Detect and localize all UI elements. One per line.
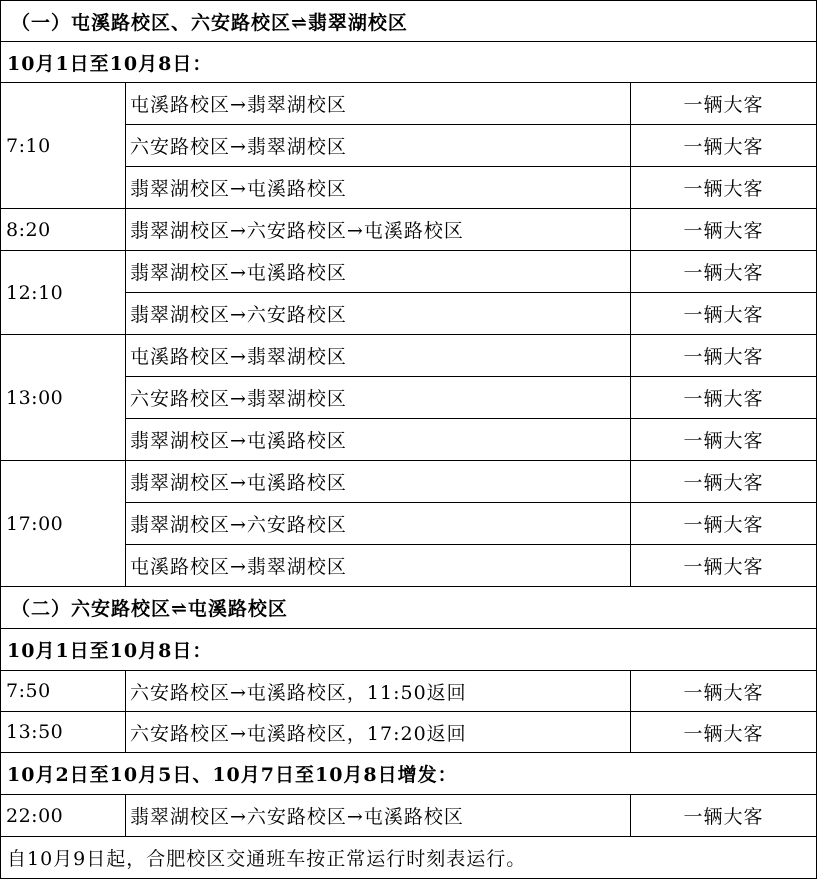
table-row — [1, 251, 817, 293]
date-range-row — [1, 42, 817, 83]
section-header-row — [1, 587, 817, 629]
vehicle-cell: 一辆大客 — [631, 461, 817, 503]
date-range-row — [1, 629, 817, 671]
vehicle-cell: 一辆大客 — [631, 335, 817, 377]
table-row — [1, 83, 817, 125]
vehicle-cell: 一辆大客 — [631, 545, 817, 587]
departure-time: 12:10 — [1, 251, 126, 335]
section-2-title: （二）六安路校区⇌屯溪路校区 — [1, 587, 817, 629]
departure-time: 7:50 — [1, 671, 126, 712]
vehicle-cell: 一辆大客 — [631, 377, 817, 419]
route-cell: 翡翠湖校区→屯溪路校区 — [126, 251, 631, 293]
footer-row — [1, 837, 817, 879]
route-cell: 屯溪路校区→翡翠湖校区 — [126, 335, 631, 377]
section-2-date-range: 10月1日至10月8日： — [1, 629, 817, 671]
vehicle-cell: 一辆大客 — [631, 293, 817, 335]
departure-time: 17:00 — [1, 461, 126, 587]
table-row — [1, 712, 817, 753]
route-cell: 六安路校区→翡翠湖校区 — [126, 377, 631, 419]
vehicle-cell: 一辆大客 — [631, 503, 817, 545]
route-cell: 六安路校区→翡翠湖校区 — [126, 125, 631, 167]
departure-time: 7:10 — [1, 83, 126, 209]
vehicle-cell: 一辆大客 — [631, 419, 817, 461]
table-row — [1, 671, 817, 712]
vehicle-cell: 一辆大客 — [631, 251, 817, 293]
vehicle-cell: 一辆大客 — [631, 125, 817, 167]
route-cell: 翡翠湖校区→六安路校区 — [126, 293, 631, 335]
route-cell: 翡翠湖校区→屯溪路校区 — [126, 461, 631, 503]
route-cell: 翡翠湖校区→六安路校区→屯溪路校区 — [126, 209, 631, 251]
departure-time: 8:20 — [1, 209, 126, 251]
route-cell: 六安路校区→屯溪路校区，11:50返回 — [126, 671, 631, 712]
vehicle-cell: 一辆大客 — [631, 83, 817, 125]
section-2-extra-date-range: 10月2日至10月5日、10月7日至10月8日增发： — [1, 753, 817, 795]
footer-note: 自10月9日起，合肥校区交通班车按正常运行时刻表运行。 — [1, 837, 817, 879]
table-row — [1, 795, 817, 837]
route-cell: 翡翠湖校区→六安路校区→屯溪路校区 — [126, 795, 631, 837]
section-1-date-range: 10月1日至10月8日： — [1, 42, 817, 83]
route-cell: 六安路校区→屯溪路校区，17:20返回 — [126, 712, 631, 753]
route-cell: 屯溪路校区→翡翠湖校区 — [126, 83, 631, 125]
route-cell: 翡翠湖校区→屯溪路校区 — [126, 167, 631, 209]
date-range-row — [1, 753, 817, 795]
route-cell: 屯溪路校区→翡翠湖校区 — [126, 545, 631, 587]
departure-time: 13:50 — [1, 712, 126, 753]
table-row — [1, 335, 817, 377]
vehicle-cell: 一辆大客 — [631, 671, 817, 712]
vehicle-cell: 一辆大客 — [631, 167, 817, 209]
departure-time: 22:00 — [1, 795, 126, 837]
departure-time: 13:00 — [1, 335, 126, 461]
route-cell: 翡翠湖校区→屯溪路校区 — [126, 419, 631, 461]
vehicle-cell: 一辆大客 — [631, 209, 817, 251]
vehicle-cell: 一辆大客 — [631, 712, 817, 753]
section-1-title: （一）屯溪路校区、六安路校区⇌翡翠湖校区 — [1, 1, 817, 42]
section-header-row — [1, 1, 817, 42]
vehicle-cell: 一辆大客 — [631, 795, 817, 837]
table-row — [1, 461, 817, 503]
route-cell: 翡翠湖校区→六安路校区 — [126, 503, 631, 545]
table-row — [1, 209, 817, 251]
